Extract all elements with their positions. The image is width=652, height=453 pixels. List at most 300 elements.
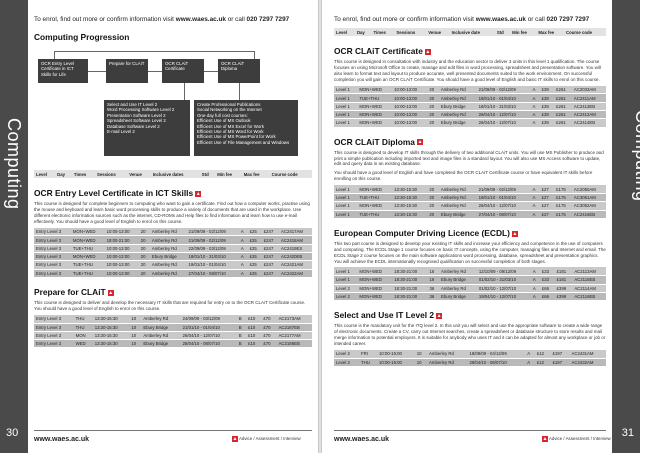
right-content (334, 0, 606, 453)
flow-box-clait-diploma: OCR CLAiT Diploma (218, 59, 260, 83)
table-cell: Amberley Rd (141, 315, 180, 323)
table-cell: Amberley Rd (439, 284, 477, 292)
table-cell: 36 (428, 284, 440, 292)
table-cell: MON+WED (357, 292, 392, 300)
table-cell: 10:00-13:00 (392, 111, 427, 119)
table-cell: MON+WED (357, 284, 392, 292)
course-table (334, 267, 606, 301)
table-cell: £25 (248, 253, 262, 261)
section-description: This course is designed in consultation with industry and the education sector to deliver 3 units in this level 1 qualification. The course focuses on using Microsoft Office to create, manage and edit files in word processing, spreadsheet and presentation software. You will also learn to format text and layout to produce accurate, well presented documents suited to the work environment. On successful completion you will gain an OCR CLAiT Certificate. You should have a good level of English and basic IT skills to enrol on this course. (334, 59, 601, 82)
table-cell: Amberley Rd (150, 236, 187, 244)
table-cell: 10:00-13:00 (392, 102, 427, 110)
table-cell: £66 (540, 284, 555, 292)
enrol-line (34, 16, 312, 23)
table-cell: AC2412AM (572, 111, 606, 119)
table-cell: 26/04/10 - 12/07/10 (477, 111, 531, 119)
table-cell: £10 (246, 340, 261, 348)
table-cell: MON+WED (357, 185, 392, 193)
table-cell: Ebury Bridge (439, 292, 477, 300)
table-cell: Ebury Bridge (141, 340, 180, 348)
column-header: Std (495, 28, 510, 37)
column-header-row (334, 28, 606, 37)
footer-site-link[interactable]: www.waes.ac.uk (34, 436, 89, 443)
table-cell: £181 (555, 267, 573, 275)
column-header-row (34, 170, 312, 179)
table-cell: 21/09/09 - 02/12/09 (477, 185, 531, 193)
table-cell: 01/02/10 - 12/07/10 (477, 284, 531, 292)
table-cell: £25 (248, 269, 262, 277)
table-cell: 13:30-15:30 (392, 185, 427, 193)
table-cell: AC2115EB (572, 276, 606, 284)
table-cell: £70 (261, 340, 276, 348)
column-header: Inclusive date (450, 28, 495, 37)
table-cell: 20 (427, 94, 438, 102)
table-cell: 10 (129, 315, 141, 323)
table-cell: B (237, 323, 246, 331)
course-table (34, 315, 312, 349)
table-cell: AC2420EB (279, 253, 312, 261)
flow-box-prepare-clait: Prepare for CLAiT (106, 59, 148, 83)
table-cell: B (237, 331, 246, 339)
table-cell: MON+WED (357, 202, 392, 210)
table-row (334, 193, 606, 201)
table-cell: £12 (535, 350, 551, 358)
table-cell: Level 1 (334, 94, 357, 102)
advice-icon: ▲ (195, 190, 201, 197)
flow-box-professional-courses: Create Professional Publications Social Networking on the Internet One-day full cost courses: Efficient Use of MS Outlook Efficient Use of MS Excel for Work Efficient Use of MS Word for Work Efficient Use of MS PowerPoint for Work Efficient Use of File Management and Windows (194, 100, 298, 156)
table-cell: £10 (246, 331, 261, 339)
section-title (334, 310, 606, 320)
table-cell: A (531, 193, 540, 201)
connector (88, 71, 106, 72)
table-cell: Level 1 (334, 111, 357, 119)
table-cell: MON (74, 331, 93, 339)
section-description: This course is designed to develop IT skills through the delivery of two additional CLAiT units. You will use MS Publisher to produce and print a simple publication including imported text and image files in a standard layout. You will also use MS Access software to update, edit and query data in an existing database. (334, 149, 604, 167)
table-cell: AC2033AM (572, 86, 606, 94)
column-header: Venue (426, 28, 449, 37)
table-cell: A (531, 86, 540, 94)
table-cell: Level 1 (334, 202, 357, 210)
table-cell: Ebury Bridge (439, 119, 477, 127)
section-title-text: OCR Entry Level Certificate in ICT Skills (34, 188, 194, 198)
table-cell: A (239, 244, 248, 252)
table-cell: 19/01/10 - 01/04/10 (477, 193, 531, 201)
table-cell: FRI (359, 350, 377, 358)
table-cell: MON+WED (71, 236, 105, 244)
table-cell: Level 1 (334, 276, 357, 284)
table-cell: 10:00-13:00 (392, 86, 427, 94)
table-cell: 10 (129, 340, 141, 348)
table-cell: Level 1 (334, 119, 357, 127)
table-cell: 16 (428, 267, 440, 275)
table-cell: 18:30-21:00 (392, 292, 427, 300)
table-cell: £12 (535, 358, 551, 366)
table-cell: 01/02/10 - 31/03/10 (477, 276, 531, 284)
column-header: Level (334, 28, 355, 37)
column-header: Max fee (536, 28, 564, 37)
table-cell: 20 (427, 210, 438, 218)
table-cell: £247 (262, 236, 279, 244)
advice-icon: ▲ (108, 289, 114, 296)
table-cell: AC2431AM (570, 350, 606, 358)
advice-legend (540, 436, 611, 442)
advice-icon: ▲ (232, 436, 238, 442)
table-cell: AC2432AM (570, 358, 606, 366)
table-cell: AC2422AM (279, 269, 312, 277)
table-cell: Level 2 (334, 284, 357, 292)
table-cell: A (239, 269, 248, 277)
advice-label: Advice / Assessment / Interview (548, 436, 611, 442)
column-header: Max fee (242, 170, 270, 179)
column-header: Course code (270, 170, 312, 179)
section-description: This course is the mandatory unit for the ITQ level 2. In this unit you will select and use the appropriate software to create a wide range of electronic documents. Create a CV, carry out Internet searches, create a spreadsheet or database structure to store results and mail merge information to potential employers. It is suitable for anybody who uses IT and it can be adapted for almost any workplace or job or intended career. (334, 323, 606, 346)
table-cell: 29/04/10 - 08/07/10 (467, 358, 525, 366)
table-row (334, 350, 606, 358)
page-number: 30 (6, 427, 19, 439)
table-cell: £175 (554, 193, 572, 201)
table-cell: £261 (554, 94, 572, 102)
table-cell: AC2419ES (279, 244, 312, 252)
table-cell: 26/04/10 - 12/07/10 (477, 202, 531, 210)
table-cell: AC2116EB (572, 292, 606, 300)
column-header-table (334, 28, 606, 37)
section-title (34, 287, 312, 297)
table-cell: Level 2 (334, 350, 359, 358)
column-header: Venue (127, 170, 151, 179)
table-cell: £39 (540, 119, 555, 127)
table-cell: 13:30-15:30 (392, 193, 427, 201)
table-cell: AC2114AM (572, 284, 606, 292)
table-cell: £10 (246, 315, 261, 323)
table-cell: AC2414EB (572, 119, 606, 127)
connector (148, 71, 162, 72)
table-cell: Entry Level 3 (34, 244, 71, 252)
table-cell: Amberley Rd (150, 244, 187, 252)
table-cell: 10:00-13:00 (105, 228, 139, 236)
table-cell: Amberley Rd (439, 185, 477, 193)
table-cell: £25 (248, 261, 262, 269)
side-title: Computing (632, 110, 652, 202)
column-header: Sessions (95, 170, 127, 179)
table-cell: AC3051AM (572, 193, 606, 201)
table-cell: AC2050AM (572, 185, 606, 193)
table-cell: AC2416EB (572, 210, 606, 218)
table-cell: 10 (415, 350, 427, 358)
column-header: Sessions (394, 28, 426, 37)
table-cell: Entry Level 3 (34, 261, 71, 269)
table-cell: A (531, 111, 540, 119)
table-cell: AC2177AM (277, 331, 312, 339)
section-title (334, 137, 606, 147)
table-cell: £39 (540, 102, 555, 110)
table-cell: 10:00-13:00 (105, 253, 139, 261)
table-cell: MON+WED (357, 102, 392, 110)
page-number: 31 (621, 427, 634, 439)
table-cell: £27 (540, 210, 555, 218)
table-cell: 20 (427, 111, 438, 119)
advice-icon: ▲ (512, 230, 518, 237)
column-header: Std (200, 170, 215, 179)
connector (54, 51, 254, 52)
table-row (334, 86, 606, 94)
progression-diagram (34, 46, 312, 164)
section-title-text: European Computer Driving Licence (ECDL) (334, 227, 510, 238)
table-cell: Amberley Rd (427, 350, 467, 358)
enrol-line (334, 16, 606, 23)
table-cell: 20 (427, 119, 438, 127)
table-row (334, 276, 606, 284)
advice-label: Advice / Assessment / Interview (238, 436, 301, 442)
table-cell: £261 (554, 119, 572, 127)
table-cell: THU (74, 315, 93, 323)
table-cell: A (531, 119, 540, 127)
table-cell: MON+WED (71, 228, 105, 236)
side-band (612, 0, 652, 453)
section-title (334, 46, 606, 56)
table-cell: £247 (262, 269, 279, 277)
table-cell: Amberley Rd (150, 269, 187, 277)
table-cell: 26/04/10 - 12/07/10 (181, 331, 237, 339)
table-cell: 22/09/09 - 03/12/09 (187, 244, 239, 252)
table-cell: 36 (428, 292, 440, 300)
column-header: Level (34, 170, 55, 179)
table-cell: 13:30-15:30 (93, 340, 130, 348)
enrol-site-link[interactable]: www.waes.ac.uk (175, 16, 226, 23)
section-title-text: OCR CLAiT Diploma (334, 136, 415, 147)
table-cell: 18/01/10 - 31/03/10 (187, 253, 239, 261)
course-table (34, 228, 312, 278)
table-cell: £39 (540, 94, 555, 102)
table-cell: 18:30-21:00 (392, 276, 427, 284)
table-cell: AC2173AM (277, 315, 312, 323)
column-header: Min fee (215, 170, 242, 179)
table-cell: £33 (540, 276, 555, 284)
connector (54, 51, 55, 59)
table-cell: TUE+THU (357, 193, 392, 201)
table-cell: £33 (540, 267, 555, 275)
course-table (334, 185, 606, 219)
table-cell: 10:00-13:00 (105, 261, 139, 269)
table-cell: A (239, 253, 248, 261)
table-row (34, 269, 312, 277)
table-cell: £70 (261, 315, 276, 323)
table-cell: Level 2 (334, 358, 359, 366)
section-title (34, 188, 312, 198)
table-cell: AC2418AM (279, 236, 312, 244)
table-row (34, 261, 312, 269)
table-row (34, 340, 312, 348)
footer-site-link[interactable]: www.waes.ac.uk (334, 436, 389, 443)
table-cell: Amberley Rd (439, 202, 477, 210)
table-row (34, 331, 312, 339)
section-description-extra: You should have a good level of English and have completed the OCR CLAiT Certificate course or have equivalent IT skills before enrolling on this course. (334, 170, 593, 182)
column-header: Inclusive dates (151, 170, 200, 179)
table-row (34, 315, 312, 323)
table-cell: Ebury Bridge (439, 210, 477, 218)
enrol-site-link[interactable]: www.waes.ac.uk (475, 16, 526, 23)
section-title-text: Select and Use IT Level 2 (334, 310, 435, 321)
table-cell: £247 (262, 244, 279, 252)
table-cell: £66 (540, 292, 555, 300)
enrol-prefix: To enrol, find out more or confirm information visit (34, 16, 176, 23)
footer-rule (334, 430, 606, 431)
table-cell: £25 (248, 244, 262, 252)
left-page (0, 0, 318, 453)
table-row (334, 284, 606, 292)
table-cell: 18/09/09 - 04/12/09 (467, 350, 525, 358)
table-cell: 13:30-15:30 (93, 331, 130, 339)
section-title-text: OCR CLAiT Certificate (334, 46, 423, 56)
table-cell: 24/09/09 - 03/12/09 (181, 315, 237, 323)
table-cell: Entry Level 3 (34, 236, 71, 244)
flow-box-level2-units: Select and Use IT Level 2 Word Processing Software Level 2 Presentation Software Level 2 Spreadsheet Software Level 2 Database Software Level 2 E-mail Level 2 (104, 100, 190, 156)
table-cell: £175 (554, 202, 572, 210)
table-cell: Amberley Rd (439, 193, 477, 201)
table-cell: AC2417AM (279, 228, 312, 236)
table-cell: 20 (139, 228, 150, 236)
table-cell: 19/01/10 - 01/04/10 (187, 261, 239, 269)
table-cell: £247 (262, 261, 279, 269)
table-cell: B (237, 315, 246, 323)
table-cell: 26/04/10 - 12/07/10 (477, 119, 531, 127)
table-cell: 12/10/09 - 09/12/09 (477, 267, 531, 275)
table-row (334, 119, 606, 127)
table-cell: A (531, 185, 540, 193)
table-cell: AC2186EB (277, 340, 312, 348)
table-cell: WED (74, 340, 93, 348)
table-cell: 10 (415, 358, 427, 366)
table-row (334, 358, 606, 366)
table-cell: A (239, 228, 248, 236)
table-cell: TUE+THU (357, 94, 392, 102)
table-cell: 20 (427, 193, 438, 201)
table-cell: 21/09/09 - 02/12/09 (187, 228, 239, 236)
table-cell: 20 (139, 236, 150, 244)
table-cell: 21/09/09 - 02/12/09 (477, 86, 531, 94)
table-cell: £70 (261, 323, 276, 331)
table-cell: £27 (540, 202, 555, 210)
advice-legend (230, 436, 301, 442)
table-cell: 20 (427, 185, 438, 193)
table-cell: A (525, 350, 535, 358)
table-cell: Entry Level 3 (34, 340, 74, 348)
table-cell: Amberley Rd (150, 228, 187, 236)
table-cell: £181 (555, 276, 573, 284)
table-row (334, 185, 606, 193)
table-cell: 18:00-21:00 (105, 236, 139, 244)
table-cell: £175 (554, 185, 572, 193)
table-cell: Ebury Bridge (439, 102, 477, 110)
enrol-prefix: To enrol, find out more or confirm information visit (334, 16, 476, 23)
table-cell: AC2411AM (572, 94, 606, 102)
table-cell: 19/04/10 - 12/07/10 (477, 292, 531, 300)
flow-box-clait-certificate: OCR CLAiT Certificate (162, 59, 204, 83)
table-cell: Entry Level 3 (34, 269, 71, 277)
table-cell: Level 1 (334, 86, 357, 94)
table-cell: Ebury Bridge (439, 276, 477, 284)
advice-icon: ▲ (542, 436, 548, 442)
table-cell: A (531, 267, 540, 275)
table-cell: 20 (427, 86, 438, 94)
table-row (334, 94, 606, 102)
table-cell: 10 (129, 331, 141, 339)
table-cell: Amberley Rd (439, 111, 477, 119)
table-row (34, 228, 312, 236)
table-cell: £39 (540, 86, 555, 94)
left-content (34, 0, 312, 453)
advice-icon: ▲ (436, 312, 442, 319)
table-cell: £247 (262, 253, 279, 261)
table-row (34, 253, 312, 261)
table-cell: A (525, 358, 535, 366)
table-cell: £197 (551, 358, 570, 366)
side-band (0, 0, 28, 453)
table-cell: £261 (554, 102, 572, 110)
course-table (334, 350, 606, 367)
table-cell: TUE+THU (71, 269, 105, 277)
table-cell: 20 (139, 244, 150, 252)
table-cell: £70 (261, 331, 276, 339)
table-cell: Level 1 (334, 102, 357, 110)
table-cell: A (531, 210, 540, 218)
table-cell: 10:00-13:00 (105, 269, 139, 277)
table-cell: Amberley Rd (150, 261, 187, 269)
table-cell: 10 (129, 323, 141, 331)
table-row (334, 102, 606, 110)
table-cell: £27 (540, 193, 555, 201)
table-cell: A (531, 276, 540, 284)
column-header: Day (55, 170, 72, 179)
table-cell: 20 (427, 202, 438, 210)
table-cell: Level 1 (334, 267, 357, 275)
section-title-text: Prepare for CLAiT (34, 286, 106, 297)
table-cell: £399 (555, 284, 573, 292)
table-cell: Level 1 (334, 210, 357, 218)
table-cell: Level 2 (334, 292, 357, 300)
table-cell: 18:30-21:00 (392, 284, 427, 292)
table-cell: AC2413EB (572, 102, 606, 110)
table-cell: A (531, 292, 540, 300)
table-cell: 16 (428, 276, 440, 284)
table-cell: 28/04/10 - 08/07/10 (181, 340, 237, 348)
table-cell: MON+WED (71, 253, 105, 261)
table-cell: £39 (540, 111, 555, 119)
table-row (34, 236, 312, 244)
table-cell: Entry Level 3 (34, 315, 74, 323)
table-cell: 10:00-15:00 (377, 358, 415, 366)
table-cell: 20 (139, 261, 150, 269)
table-cell: TUE+THU (71, 261, 105, 269)
flow-box-entry-level: OCR Entry Level Certificate in ICT Skills for Life (38, 59, 88, 83)
table-row (34, 244, 312, 252)
table-cell: Amberley Rd (141, 331, 180, 339)
table-cell: Entry Level 3 (34, 331, 74, 339)
table-cell: £399 (555, 292, 573, 300)
connector (239, 83, 240, 100)
advice-icon: ▲ (425, 48, 431, 55)
table-cell: MON+WED (357, 276, 392, 284)
table-cell: THU (74, 323, 93, 331)
table-cell: 20 (139, 269, 150, 277)
progression-title: Computing Progression (34, 32, 130, 42)
table-cell: Ebury Bridge (150, 253, 187, 261)
table-cell: Entry Level 3 (34, 253, 71, 261)
table-row (334, 111, 606, 119)
connector (204, 71, 218, 72)
course-table (334, 86, 606, 128)
table-cell: TUE+THU (71, 244, 105, 252)
table-cell: A (531, 284, 540, 292)
